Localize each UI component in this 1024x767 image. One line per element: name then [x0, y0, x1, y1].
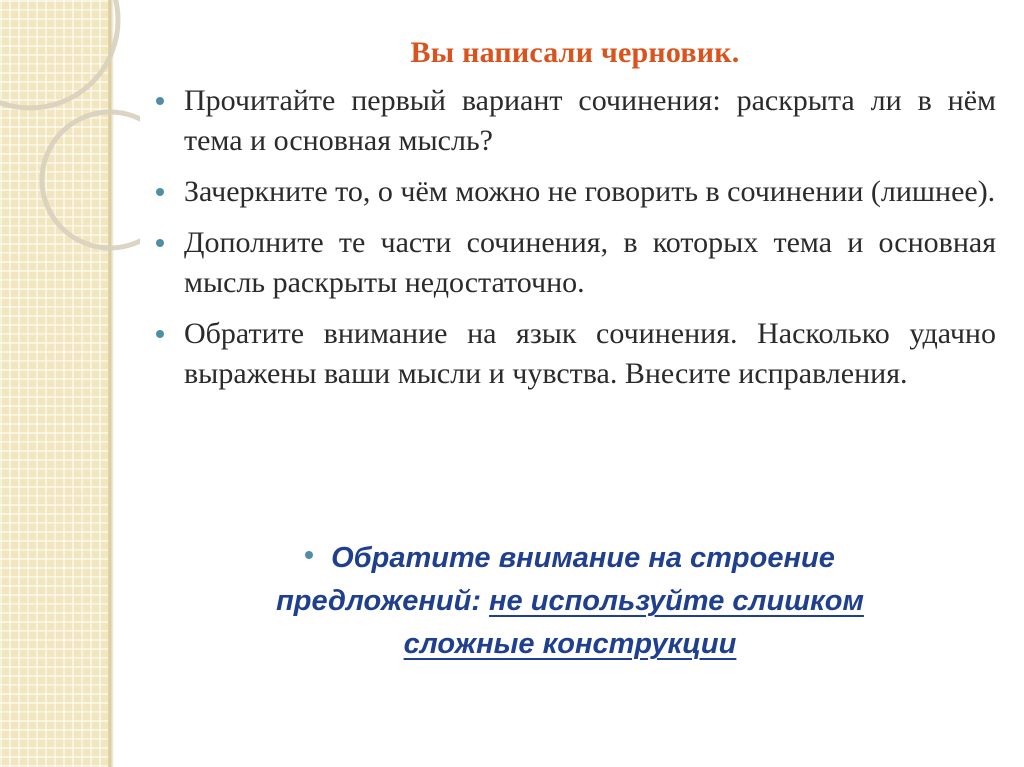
instruction-list	[154, 81, 996, 405]
instruction-text: Обратите внимание на язык сочинения. Насколько удачно выражены ваши мысли и чувства. Внесите исправления.	[184, 317, 996, 390]
bullet-dot-icon	[156, 330, 164, 338]
bullet-dot-icon	[156, 188, 164, 196]
instruction-text: Зачеркните то, о чём можно не говорить в сочинении (лишнее).	[184, 175, 996, 208]
bullet-dot-icon	[305, 551, 313, 559]
bullet-dot-icon	[156, 239, 164, 247]
emphasis-note	[230, 537, 910, 666]
instruction-text: Дополните те части сочинения, в которых тема и основная мысль раскрыты недостаточно.	[184, 226, 996, 299]
instruction-item	[154, 314, 996, 394]
instruction-text: Прочитайте первый вариант сочинения: раскрыта ли в нём тема и основная мысль?	[184, 84, 996, 157]
slide-content	[150, 0, 1000, 767]
decorative-ring-bottom	[42, 112, 140, 248]
emphasis-lead-text: Обратите внимание на строение предложений:	[276, 542, 835, 617]
decorative-circles	[0, 0, 140, 260]
instruction-item	[154, 223, 996, 303]
slide-title: Вы написали черновик.	[410, 36, 740, 69]
instruction-item	[154, 172, 996, 212]
instruction-item	[154, 81, 996, 161]
bullet-dot-icon	[156, 97, 164, 105]
emphasis-underlined-text: не используйте слишком сложные конструкции	[403, 585, 864, 660]
decorative-ring-top	[0, 0, 118, 108]
